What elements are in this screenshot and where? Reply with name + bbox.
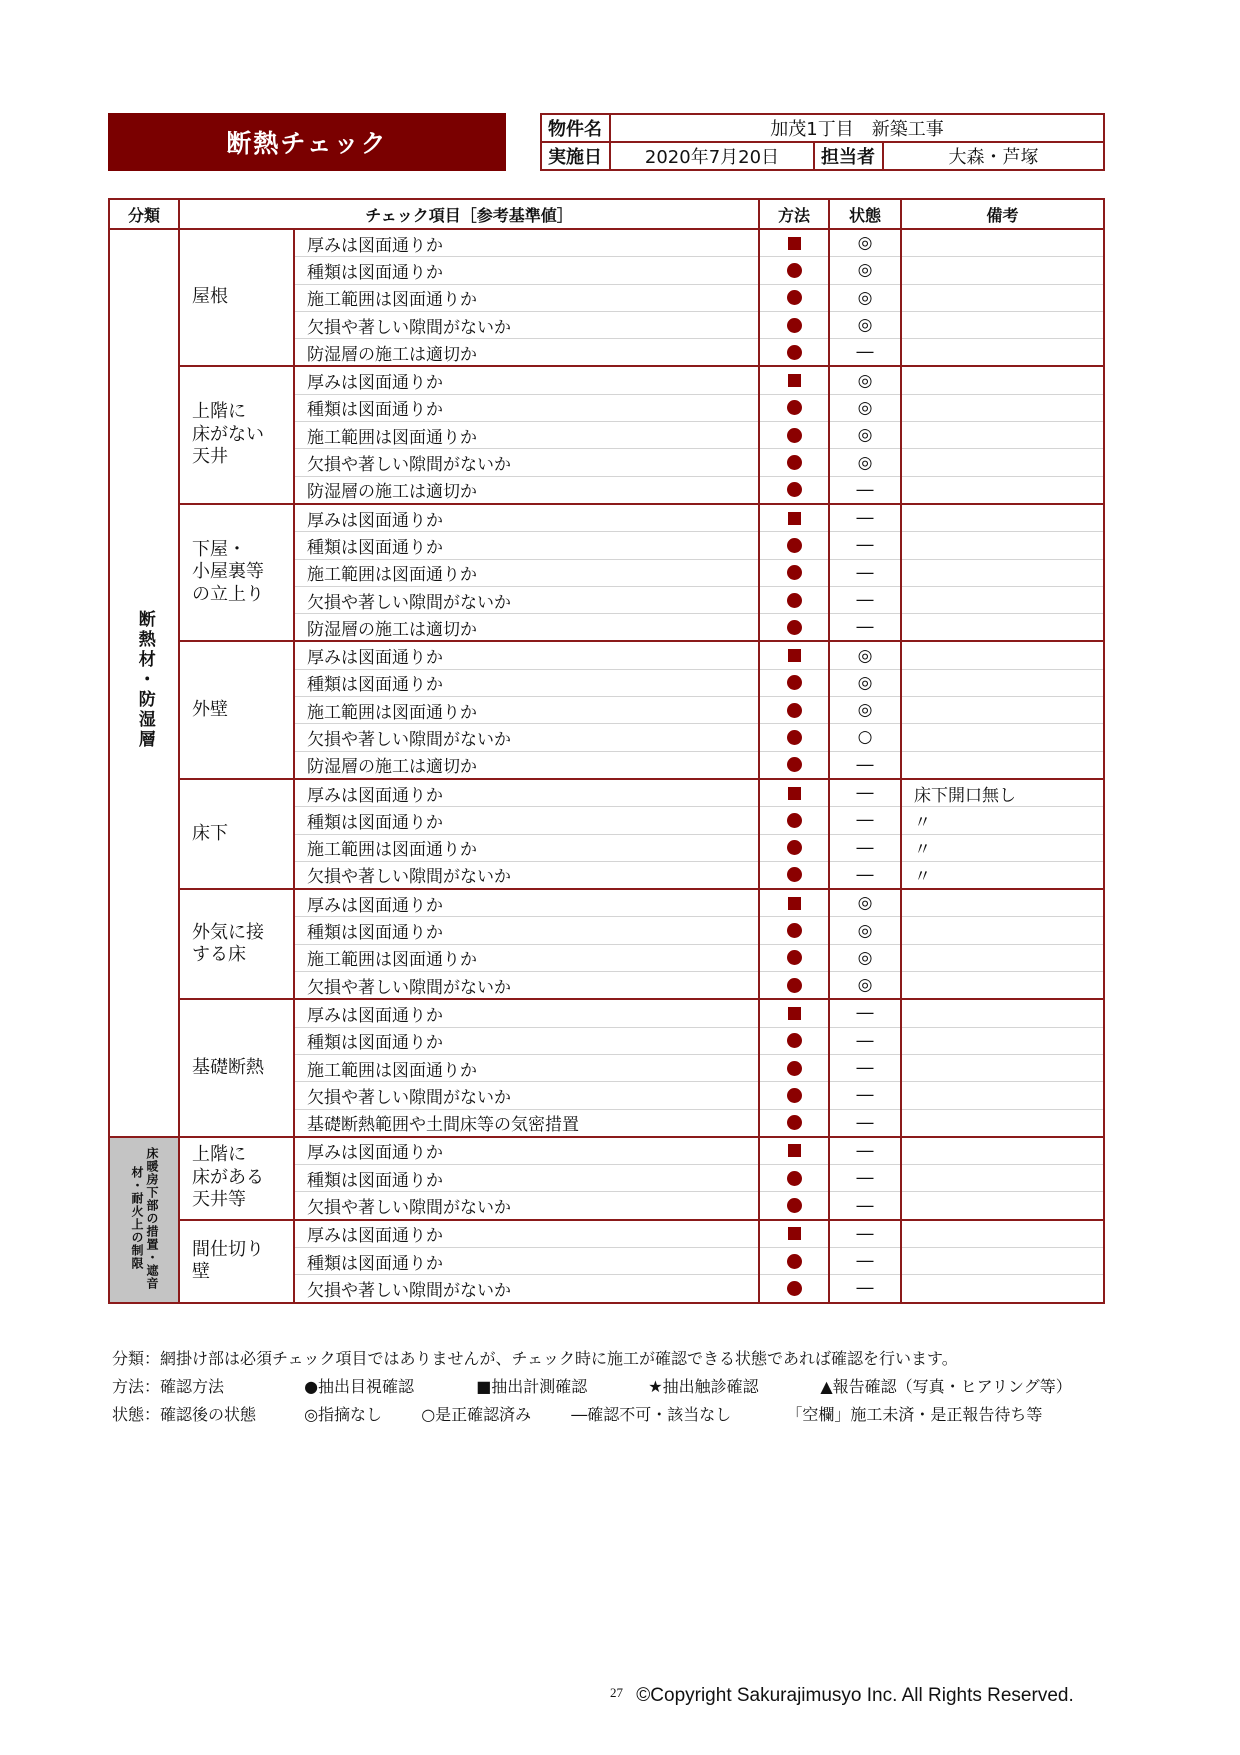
circle-visual-icon [787, 867, 802, 882]
header-method: 方法 [759, 199, 829, 229]
legend-category-note: 分類：網掛け部は必須チェック項目ではありませんが、チェック時に施工が確認できる状態であれば確認を行います。 [112, 1349, 958, 1368]
note-cell [901, 889, 1104, 917]
table-row [109, 504, 1104, 532]
note-cell [901, 1082, 1104, 1109]
check-item: 欠損や著しい隙間がないか [294, 1082, 759, 1109]
status-cell: ― [829, 1275, 901, 1303]
check-table [108, 198, 1105, 1304]
note-cell: 〃 [901, 861, 1104, 889]
check-item: 厚みは図面通りか [294, 999, 759, 1027]
note-cell [901, 614, 1104, 642]
method-cell [759, 861, 829, 889]
circle-visual-icon [787, 565, 802, 580]
check-item: 欠損や著しい隙間がないか [294, 972, 759, 1000]
check-item: 厚みは図面通りか [294, 641, 759, 669]
status-cell: ― [829, 779, 901, 807]
legend-na: ―確認不可・該当なし [571, 1405, 732, 1424]
method-cell [759, 669, 829, 696]
table-row [109, 779, 1104, 807]
note-cell [901, 1137, 1104, 1165]
circle-visual-icon [787, 840, 802, 855]
table-row [109, 366, 1104, 394]
circle-visual-icon [787, 978, 802, 993]
status-cell: ― [829, 476, 901, 504]
legend-corrected: ○是正確認済み [421, 1405, 532, 1424]
property-label: 物件名 [541, 114, 610, 142]
status-cell: ― [829, 1109, 901, 1137]
method-cell [759, 1192, 829, 1220]
note-cell [901, 641, 1104, 669]
status-cell: ― [829, 999, 901, 1027]
method-cell [759, 1275, 829, 1303]
note-cell [901, 394, 1104, 421]
note-cell [901, 476, 1104, 504]
note-cell [901, 1165, 1104, 1192]
method-cell [759, 532, 829, 559]
status-cell: ◎ [829, 641, 901, 669]
status-cell: ― [829, 1082, 901, 1109]
circle-visual-icon [787, 538, 802, 553]
note-cell [901, 229, 1104, 257]
table-body [109, 229, 1104, 1303]
check-item: 厚みは図面通りか [294, 366, 759, 394]
method-cell [759, 1220, 829, 1248]
square-measure-icon [788, 1144, 801, 1157]
note-cell [901, 339, 1104, 367]
circle-visual-icon [787, 675, 802, 690]
method-cell [759, 999, 829, 1027]
circle-visual-icon [787, 318, 802, 333]
status-cell: ― [829, 834, 901, 861]
method-cell [759, 394, 829, 421]
method-cell [759, 614, 829, 642]
status-cell: ○ [829, 724, 901, 751]
header-status: 状態 [829, 199, 901, 229]
circle-visual-icon [787, 1033, 802, 1048]
legend-status [112, 1401, 1072, 1429]
circle-visual-icon [787, 428, 802, 443]
date-value: 2020年7月20日 [610, 142, 814, 170]
legend-no-issue: ◎指摘なし [304, 1405, 383, 1424]
legend-measure: ■抽出計測確認 [476, 1377, 588, 1396]
circle-visual-icon [787, 593, 802, 608]
square-measure-icon [788, 512, 801, 525]
note-cell [901, 449, 1104, 476]
method-cell [759, 1082, 829, 1109]
status-cell: ― [829, 1192, 901, 1220]
check-item: 欠損や著しい隙間がないか [294, 311, 759, 338]
date-label: 実施日 [541, 142, 610, 170]
page-title: 断熱チェック [108, 113, 506, 171]
check-item: 厚みは図面通りか [294, 1220, 759, 1248]
note-cell [901, 257, 1104, 284]
circle-visual-icon [787, 1115, 802, 1130]
circle-visual-icon [787, 620, 802, 635]
square-measure-icon [788, 897, 801, 910]
note-cell [901, 311, 1104, 338]
method-cell [759, 284, 829, 311]
note-cell [901, 724, 1104, 751]
status-cell: ◎ [829, 669, 901, 696]
square-measure-icon [788, 374, 801, 387]
circle-visual-icon [787, 345, 802, 360]
check-item: 欠損や著しい隙間がないか [294, 861, 759, 889]
status-cell: ◎ [829, 972, 901, 1000]
check-item: 厚みは図面通りか [294, 1137, 759, 1165]
circle-visual-icon [787, 482, 802, 497]
note-cell [901, 422, 1104, 449]
method-cell [759, 779, 829, 807]
note-cell [901, 284, 1104, 311]
note-cell: 〃 [901, 807, 1104, 834]
table-row [109, 1220, 1104, 1248]
circle-visual-icon [787, 400, 802, 415]
category-label: 床暖房下部の措置・遮音材・耐火上の制限 [130, 1146, 159, 1290]
note-cell [901, 751, 1104, 779]
legend [112, 1345, 1072, 1429]
table-row [109, 999, 1104, 1027]
square-measure-icon [788, 649, 801, 662]
status-cell: ― [829, 1220, 901, 1248]
circle-visual-icon [787, 757, 802, 772]
circle-visual-icon [787, 263, 802, 278]
person-label: 担当者 [814, 142, 883, 170]
method-cell [759, 944, 829, 971]
info-table [540, 113, 1105, 171]
subcategory-label: 外気に接 する床 [179, 889, 294, 999]
method-cell [759, 724, 829, 751]
note-cell [901, 366, 1104, 394]
note-cell [901, 944, 1104, 971]
legend-touch: ★抽出触診確認 [648, 1377, 759, 1396]
check-item: 施工範囲は図面通りか [294, 944, 759, 971]
check-item: 施工範囲は図面通りか [294, 422, 759, 449]
status-cell: ― [829, 751, 901, 779]
check-item: 防湿層の施工は適切か [294, 751, 759, 779]
status-cell: ◎ [829, 229, 901, 257]
legend-method-title: 方法：確認方法 [112, 1377, 225, 1396]
circle-visual-icon [787, 1061, 802, 1076]
person-value: 大森・芦塚 [883, 142, 1104, 170]
legend-method [112, 1373, 1072, 1401]
note-cell [901, 504, 1104, 532]
status-cell: ― [829, 339, 901, 367]
check-item: 欠損や著しい隙間がないか [294, 449, 759, 476]
check-item: 種類は図面通りか [294, 1247, 759, 1274]
status-cell: ◎ [829, 366, 901, 394]
method-cell [759, 504, 829, 532]
status-cell: ◎ [829, 944, 901, 971]
status-cell: ◎ [829, 917, 901, 944]
check-item: 種類は図面通りか [294, 532, 759, 559]
method-cell [759, 641, 829, 669]
status-cell: ― [829, 861, 901, 889]
check-item: 厚みは図面通りか [294, 504, 759, 532]
table-row [109, 889, 1104, 917]
method-cell [759, 1165, 829, 1192]
legend-report: ▲報告確認（写真・ヒアリング等） [820, 1377, 1072, 1396]
note-cell [901, 697, 1104, 724]
check-table-wrapper [108, 198, 1105, 1304]
method-cell [759, 229, 829, 257]
method-cell [759, 1137, 829, 1165]
square-measure-icon [788, 1007, 801, 1020]
legend-blank: 「空欄」施工未済・是正報告待ち等 [786, 1405, 1043, 1424]
subcategory-label: 間仕切り 壁 [179, 1220, 294, 1303]
subcategory-label: 外壁 [179, 641, 294, 778]
check-item: 欠損や著しい隙間がないか [294, 586, 759, 613]
method-cell [759, 917, 829, 944]
circle-visual-icon [787, 923, 802, 938]
circle-visual-icon [787, 1171, 802, 1186]
table-row [109, 641, 1104, 669]
note-cell [901, 1054, 1104, 1081]
note-cell: 床下開口無し [901, 779, 1104, 807]
check-item: 施工範囲は図面通りか [294, 559, 759, 586]
status-cell: ― [829, 614, 901, 642]
category-label: 断熱材・防湿層 [134, 610, 155, 751]
status-cell: ◎ [829, 311, 901, 338]
check-item: 防湿層の施工は適切か [294, 339, 759, 367]
note-cell [901, 559, 1104, 586]
table-row [109, 1137, 1104, 1165]
check-item: 種類は図面通りか [294, 1165, 759, 1192]
status-cell: ◎ [829, 889, 901, 917]
subcategory-label: 床下 [179, 779, 294, 889]
check-item: 施工範囲は図面通りか [294, 1054, 759, 1081]
status-cell: ― [829, 559, 901, 586]
note-cell [901, 1220, 1104, 1248]
method-cell [759, 257, 829, 284]
circle-visual-icon [787, 950, 802, 965]
category-cell [109, 1137, 179, 1303]
check-item: 種類は図面通りか [294, 394, 759, 421]
method-cell [759, 559, 829, 586]
header-item: チェック項目［参考基準値］ [179, 199, 759, 229]
status-cell: ― [829, 504, 901, 532]
category-cell [109, 229, 179, 1137]
footer [610, 1685, 1074, 1707]
legend-status-title: 状態：確認後の状態 [112, 1405, 257, 1424]
check-item: 欠損や著しい隙間がないか [294, 1192, 759, 1220]
header-note: 備考 [901, 199, 1104, 229]
circle-visual-icon [787, 1281, 802, 1296]
check-item: 種類は図面通りか [294, 257, 759, 284]
method-cell [759, 1054, 829, 1081]
note-cell [901, 669, 1104, 696]
status-cell: ◎ [829, 449, 901, 476]
note-cell [901, 1275, 1104, 1303]
circle-visual-icon [787, 1254, 802, 1269]
status-cell: ― [829, 1054, 901, 1081]
table-header-row [109, 199, 1104, 229]
check-item: 施工範囲は図面通りか [294, 697, 759, 724]
property-value: 加茂1丁目 新築工事 [610, 114, 1104, 142]
status-cell: ◎ [829, 697, 901, 724]
status-cell: ◎ [829, 284, 901, 311]
circle-visual-icon [787, 703, 802, 718]
note-cell [901, 972, 1104, 1000]
method-cell [759, 586, 829, 613]
check-item: 種類は図面通りか [294, 807, 759, 834]
method-cell [759, 1027, 829, 1054]
table-row [109, 229, 1104, 257]
circle-visual-icon [787, 813, 802, 828]
status-cell: ◎ [829, 422, 901, 449]
note-cell: 〃 [901, 834, 1104, 861]
note-cell [901, 1027, 1104, 1054]
method-cell [759, 1247, 829, 1274]
method-cell [759, 807, 829, 834]
circle-visual-icon [787, 1088, 802, 1103]
status-cell: ◎ [829, 394, 901, 421]
method-cell [759, 449, 829, 476]
check-item: 厚みは図面通りか [294, 889, 759, 917]
check-item: 種類は図面通りか [294, 669, 759, 696]
method-cell [759, 972, 829, 1000]
note-cell [901, 586, 1104, 613]
status-cell: ― [829, 586, 901, 613]
subcategory-label: 基礎断熱 [179, 999, 294, 1136]
method-cell [759, 422, 829, 449]
circle-visual-icon [787, 1198, 802, 1213]
check-item: 種類は図面通りか [294, 1027, 759, 1054]
method-cell [759, 476, 829, 504]
copyright: ©Copyright Sakurajimusyo Inc. All Rights Reserved. [636, 1685, 1074, 1706]
check-item: 防湿層の施工は適切か [294, 476, 759, 504]
method-cell [759, 834, 829, 861]
circle-visual-icon [787, 730, 802, 745]
note-cell [901, 917, 1104, 944]
square-measure-icon [788, 237, 801, 250]
subcategory-label: 下屋・ 小屋裏等 の立上り [179, 504, 294, 641]
check-item: 防湿層の施工は適切か [294, 614, 759, 642]
status-cell: ― [829, 1247, 901, 1274]
square-measure-icon [788, 1227, 801, 1240]
subcategory-label: 屋根 [179, 229, 294, 366]
note-cell [901, 532, 1104, 559]
status-cell: ◎ [829, 257, 901, 284]
method-cell [759, 339, 829, 367]
method-cell [759, 366, 829, 394]
check-item: 厚みは図面通りか [294, 229, 759, 257]
circle-visual-icon [787, 455, 802, 470]
check-item: 施工範囲は図面通りか [294, 834, 759, 861]
status-cell: ― [829, 1137, 901, 1165]
check-item: 欠損や著しい隙間がないか [294, 724, 759, 751]
method-cell [759, 889, 829, 917]
note-cell [901, 1109, 1104, 1137]
note-cell [901, 1247, 1104, 1274]
check-item: 厚みは図面通りか [294, 779, 759, 807]
method-cell [759, 751, 829, 779]
legend-visual: ●抽出目視確認 [304, 1377, 415, 1396]
subcategory-label: 上階に 床がない 天井 [179, 366, 294, 503]
status-cell: ― [829, 1165, 901, 1192]
method-cell [759, 1109, 829, 1137]
check-item: 施工範囲は図面通りか [294, 284, 759, 311]
status-cell: ― [829, 807, 901, 834]
check-item: 種類は図面通りか [294, 917, 759, 944]
method-cell [759, 697, 829, 724]
check-item: 欠損や著しい隙間がないか [294, 1275, 759, 1303]
circle-visual-icon [787, 290, 802, 305]
page-number: 27 [610, 1685, 623, 1700]
square-measure-icon [788, 787, 801, 800]
method-cell [759, 311, 829, 338]
check-item: 基礎断熱範囲や土間床等の気密措置 [294, 1109, 759, 1137]
status-cell: ― [829, 1027, 901, 1054]
note-cell [901, 1192, 1104, 1220]
subcategory-label: 上階に 床がある 天井等 [179, 1137, 294, 1220]
status-cell: ― [829, 532, 901, 559]
header-category: 分類 [109, 199, 179, 229]
note-cell [901, 999, 1104, 1027]
